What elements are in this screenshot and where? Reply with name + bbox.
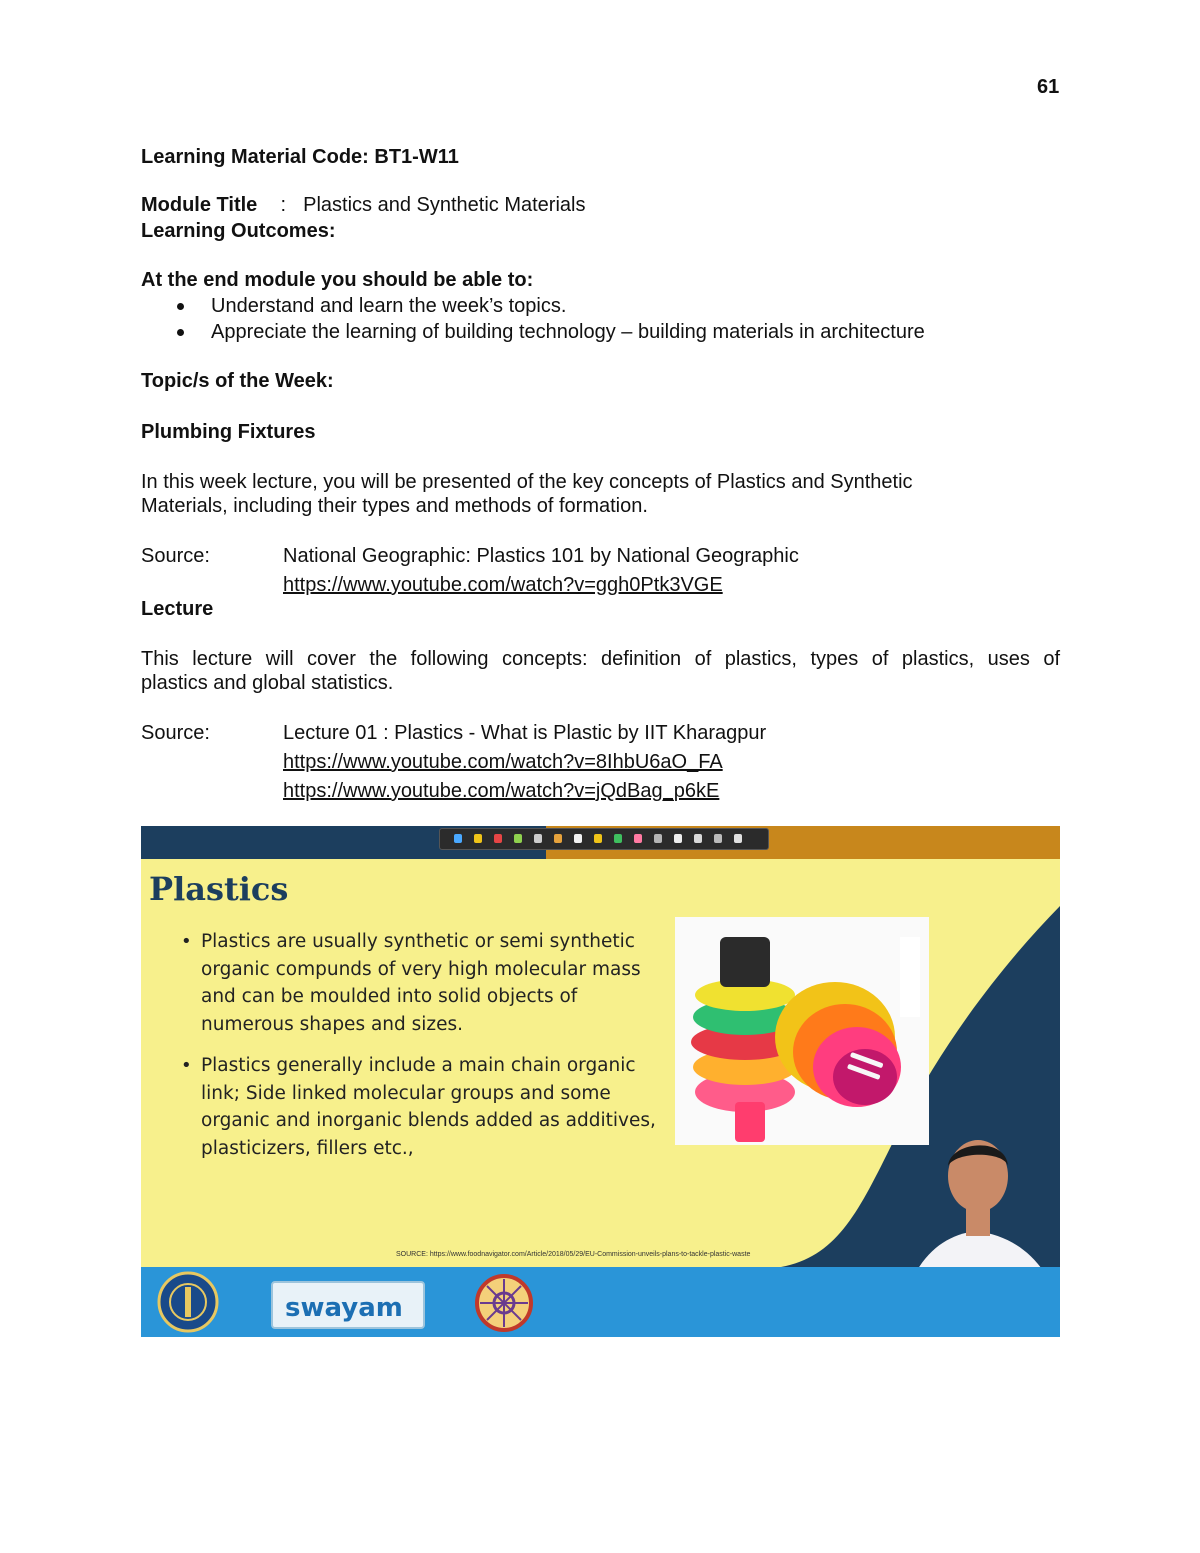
swayam-logo-text: swayam bbox=[285, 1293, 403, 1323]
learning-outcomes-label: Learning Outcomes: bbox=[141, 220, 336, 242]
module-title-sep: : bbox=[280, 194, 286, 216]
bullet-icon bbox=[177, 303, 184, 310]
module-title-label: Module Title bbox=[141, 194, 258, 216]
objective-item: Understand and learn the week’s topics. bbox=[211, 295, 567, 317]
source-title: National Geographic: Plastics 101 by National Geographic bbox=[283, 545, 799, 567]
module-title-value: Plastics and Synthetic Materials bbox=[303, 194, 586, 216]
nptel-logo-icon bbox=[473, 1273, 535, 1333]
learning-material-code: Learning Material Code: BT1-W11 bbox=[141, 146, 459, 168]
slide-footer bbox=[141, 1267, 1060, 1337]
source-link[interactable]: https://www.youtube.com/watch?v=ggh0Ptk3VGE bbox=[283, 574, 723, 596]
source-label: Source: bbox=[141, 722, 210, 744]
topics-heading: Topic/s of the Week: bbox=[141, 370, 334, 392]
slide-bullet-text: Plastics are usually synthetic or semi synthetic organic compunds of very high molecular mass and can be moulded into solid objects of numerous shapes and sizes. bbox=[201, 931, 641, 1035]
objectives-heading: At the end module you should be able to: bbox=[141, 269, 534, 291]
slide-bullet-2 bbox=[181, 1052, 671, 1162]
slide-source: SOURCE: https://www.foodnavigator.com/Article/2018/05/29/EU-Commission-unveils-plans-to-tackle-plastic-waste bbox=[396, 1251, 751, 1258]
slide-title: Plastics bbox=[149, 870, 289, 908]
lecture-slide-image bbox=[141, 826, 1060, 1337]
intro-line-2: Materials, including their types and methods of formation. bbox=[141, 495, 648, 517]
lecture-line-2: plastics and global statistics. bbox=[141, 672, 394, 694]
slide-bullet-text: Plastics generally include a main chain organic link; Side linked molecular groups and some organic and inorganic blends added as additives, plasticizers, fillers etc., bbox=[201, 1055, 656, 1159]
lecture-line-1: This lecture will cover the following concepts: definition of plastics, types of plastics, uses of bbox=[141, 648, 1060, 670]
iit-logo-icon bbox=[155, 1271, 221, 1333]
swayam-logo bbox=[271, 1281, 425, 1329]
module-title-row bbox=[141, 193, 585, 217]
source-link[interactable]: https://www.youtube.com/watch?v=8IhbU6aO_FA bbox=[283, 751, 723, 773]
plastic-tableware-photo bbox=[675, 917, 929, 1145]
lecture-heading: Lecture bbox=[141, 598, 214, 620]
objective-item: Appreciate the learning of building technology – building materials in architecture bbox=[211, 321, 925, 343]
bullet-icon: • bbox=[181, 1055, 192, 1076]
bullet-icon bbox=[177, 329, 184, 336]
intro-line-1: In this week lecture, you will be presented of the key concepts of Plastics and Synthetic bbox=[141, 471, 913, 493]
plastic-tableware-illustration bbox=[675, 917, 929, 1145]
slide-bullet-1 bbox=[181, 928, 671, 1038]
source-link[interactable]: https://www.youtube.com/watch?v=jQdBag_p6kE bbox=[283, 780, 720, 802]
topic-name: Plumbing Fixtures bbox=[141, 421, 316, 443]
source-label: Source: bbox=[141, 545, 210, 567]
source-title: Lecture 01 : Plastics - What is Plastic by IIT Kharagpur bbox=[283, 722, 767, 744]
page-number: 61 bbox=[1037, 76, 1060, 98]
bullet-icon: • bbox=[181, 931, 192, 952]
